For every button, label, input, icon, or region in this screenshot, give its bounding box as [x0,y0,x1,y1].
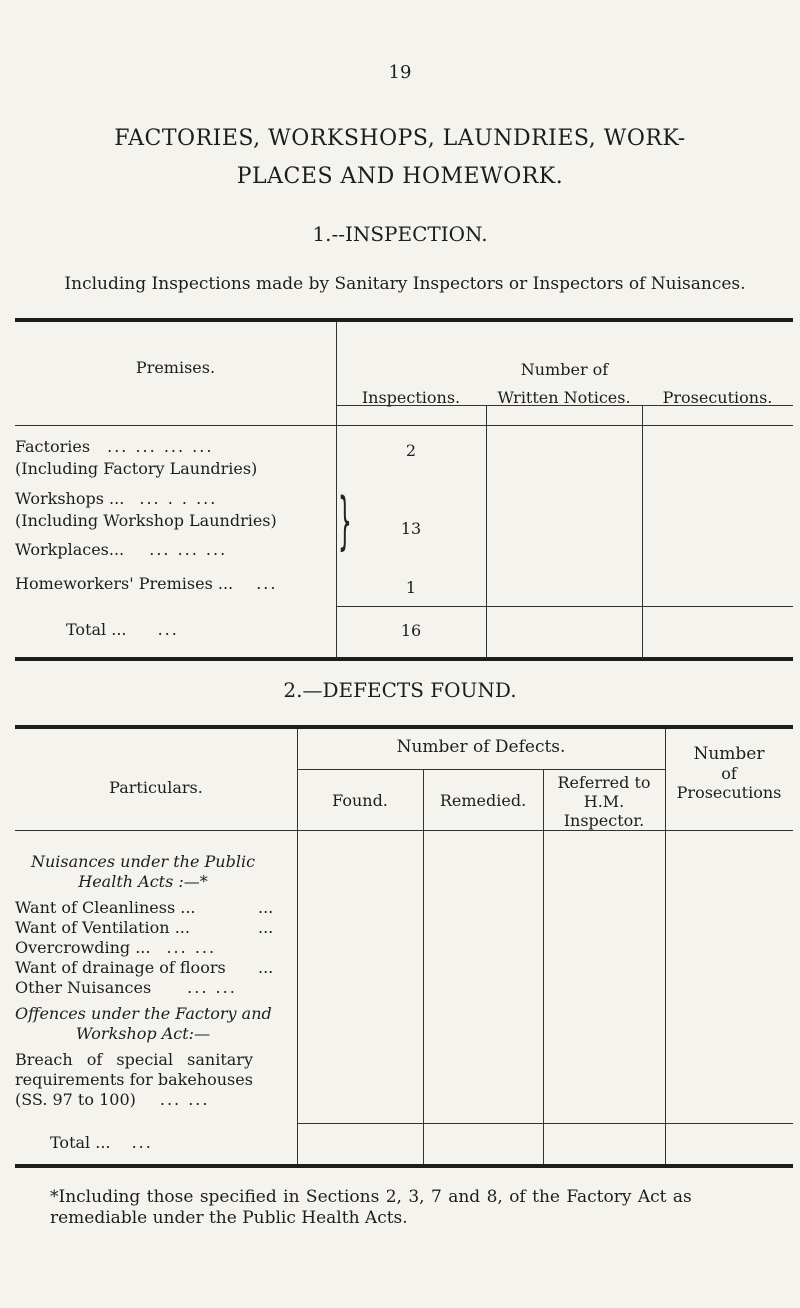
total-dots: ... [157,620,179,639]
total-inspections: 16 [400,621,422,640]
row-label: Homeworkers' Premises ... [15,574,234,593]
group-title-nuisances [15,852,271,892]
section1-heading: 1.--INSPECTION. [312,222,488,246]
col-remedied: Remedied. [439,791,527,810]
section1-subtitle: Including Inspections made by Sanitary Inspectors or Inspectors of Nuisances. [64,274,746,294]
list-item: Want of Ventilation ... [15,918,190,937]
row-dots: ... [258,958,274,977]
brace-icon: } [338,484,352,557]
table-bottom-rule [15,657,793,661]
row-sub-label: (Including Workshop Laundries) [15,511,277,530]
col-prosecutions [665,745,793,802]
inspections-value: 1 [405,578,417,597]
title-line-1: FACTORIES, WORKSHOPS, LAUNDRIES, WORK- [114,126,686,151]
page-number: 19 [388,62,412,83]
list-item: Want of drainage of floors [15,958,226,977]
table-row [15,489,217,508]
col-number-of-defects: Number of Defects. [396,737,566,757]
row-label: Workplaces... [15,540,125,559]
col-number-of: Number of [520,360,609,379]
row-dots: ... ... ... [149,540,228,559]
row-sub-label: (Including Factory Laundries) [15,459,258,478]
title-line-2: PLACES AND HOMEWORK. [236,164,564,189]
row-label: Workshops ... [15,489,125,508]
row-dots: ... ... ... ... [107,437,214,456]
group-title-offences [15,1004,271,1044]
page-title [0,120,800,196]
table-bottom-rule [15,1164,793,1168]
table-row [15,437,213,456]
total-row [50,1133,153,1152]
col-particulars: Particulars. [109,778,203,797]
total-label: Total ... [66,620,127,639]
total-row [66,620,179,639]
row-dots: ... [256,574,278,593]
col-written-notices: Written Notices. [497,388,631,407]
inspections-value: 2 [405,441,417,460]
row-dots: ... . . ... [139,489,218,508]
row-dots: ... [258,898,274,917]
col-referred-line-1: Referred to [557,773,651,792]
group-title-line-1: Nuisances under the Public [30,852,256,871]
table-top-rule [15,725,793,729]
footnote [50,1187,790,1229]
row-dots: ... [258,918,274,937]
table-row [15,540,227,559]
col-premises: Premises. [135,358,216,377]
section2-heading: 2.—DEFECTS FOUND. [283,678,517,702]
row-label: Factories [15,437,91,456]
col-inspections: Inspections. [361,388,461,407]
inspections-value: 13 [400,519,422,538]
col-referred [543,773,665,830]
table-row [15,574,277,593]
footnote-line-2: remediable under the Public Health Acts. [50,1208,408,1228]
group-title-line-2: Health Acts :—* [78,872,208,891]
col-prosecutions-line-3: Prosecutions [676,783,782,802]
col-referred-line-2: H.M. [583,792,625,811]
col-found: Found. [332,791,388,810]
list-item: Overcrowding ... ... ... [15,938,217,957]
group-title-line-1: Offences under the Factory and [15,1004,272,1023]
col-prosecutions: Prosecutions. [662,388,773,407]
list-item: Breach of special sanitary requirements for bakehouses (SS. 97 to 100) ... ... [15,1050,253,1109]
list-item: Want of Cleanliness ... [15,898,196,917]
col-prosecutions-line-2: of [721,764,737,783]
col-prosecutions-line-1: Number [693,744,765,764]
total-label: Total ... [50,1133,111,1152]
list-item: Other Nuisances ... ... [15,978,237,997]
total-dots: ... [131,1133,153,1152]
footnote-line-1: *Including those specified in Sections 2, 3, 7 and 8, of the Factory Act as [50,1187,692,1207]
col-referred-line-3: Inspector. [563,811,645,830]
group-title-line-2: Workshop Act:— [75,1024,211,1043]
table-top-rule [15,318,793,322]
